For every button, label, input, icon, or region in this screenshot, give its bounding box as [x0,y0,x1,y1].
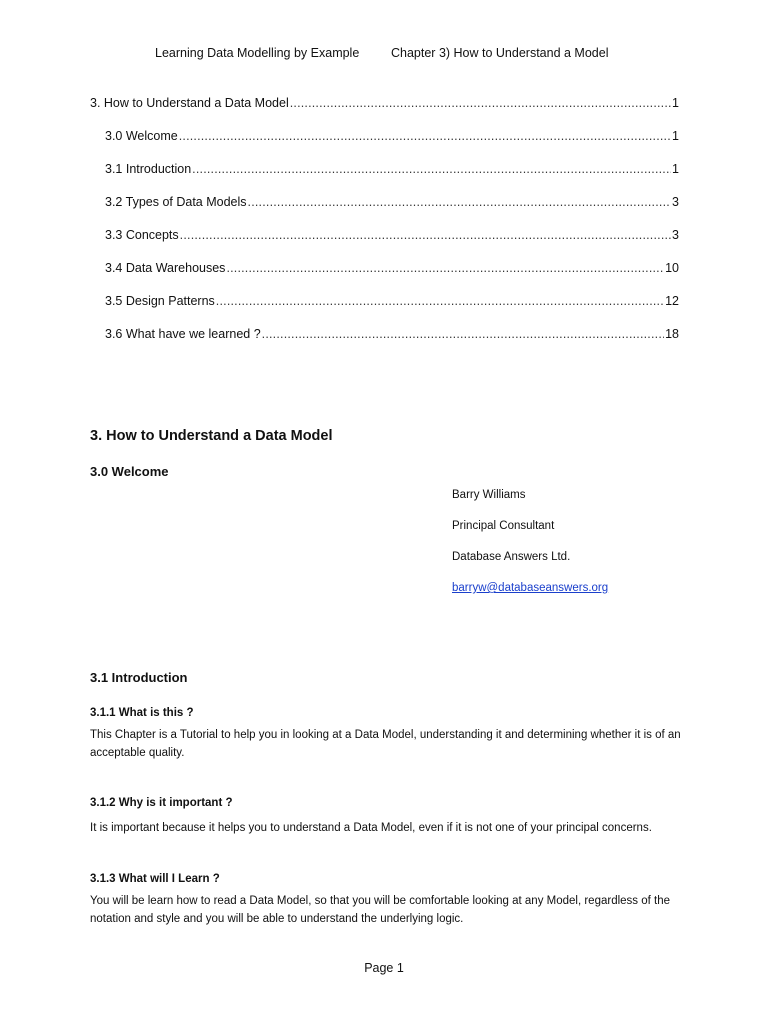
toc-dot-leader [226,259,664,277]
toc-page-number: 1 [672,162,679,176]
toc-page-number: 18 [665,327,679,341]
toc-label: 3.1 Introduction [105,162,192,176]
header-chapter-title: Chapter 3) How to Understand a Model [391,46,609,60]
toc-dot-leader [216,292,664,310]
toc-dot-leader [180,226,671,244]
introduction-heading: 3.1 Introduction [90,670,188,685]
toc-entry-welcome[interactable] [105,127,679,145]
page-number: Page 1 [364,961,404,975]
author-name: Barry Williams [452,489,526,501]
toc-label: 3. How to Understand a Data Model [90,96,289,110]
what-is-this-text: This Chapter is a Tutorial to help you in looking at a Data Model, understanding it and determining whether it is of an acceptable quality. [90,729,681,759]
toc-page-number: 10 [665,261,679,275]
author-email-line [452,582,608,594]
author-email-link[interactable]: barryw@databaseanswers.org [452,582,609,594]
what-will-i-learn-text: You will be learn how to read a Data Model, so that you will be comfortable looking at any Model, regardless of the notation and style and you will be able to understand the underlying logic. [90,895,671,925]
toc-dot-leader [179,127,671,145]
page-footer [0,961,768,975]
toc-entry-warehouses[interactable] [105,259,679,277]
why-important-heading: 3.1.2 Why is it important ? [90,797,233,809]
toc-label: 3.3 Concepts [105,228,179,242]
toc-entry-concepts[interactable] [105,226,679,244]
toc-dot-leader [248,193,672,211]
toc-page-number: 3 [672,228,679,242]
chapter-heading: 3. How to Understand a Data Model [90,428,333,444]
author-company: Database Answers Ltd. [452,551,571,563]
what-is-this-heading: 3.1.1 What is this ? [90,707,194,719]
toc-entry-chapter[interactable] [90,94,679,112]
toc-label: 3.0 Welcome [105,129,178,143]
toc-page-number: 1 [672,129,679,143]
toc-entry-learned[interactable] [105,325,679,343]
page-header [0,46,768,66]
toc-label: 3.5 Design Patterns [105,294,215,308]
toc-page-number: 1 [672,96,679,110]
toc-label: 3.4 Data Warehouses [105,261,226,275]
toc-label: 3.6 What have we learned ? [105,327,261,341]
toc-page-number: 3 [672,195,679,209]
toc-entry-types[interactable] [105,193,679,211]
toc-dot-leader [192,160,671,178]
toc-dot-leader [262,325,664,343]
toc-page-number: 12 [665,294,679,308]
toc-dot-leader [290,94,671,112]
toc-label: 3.2 Types of Data Models [105,195,247,209]
author-role: Principal Consultant [452,520,555,532]
why-important-text: It is important because it helps you to understand a Data Model, even if it is not one of your principal concerns. [90,822,652,834]
welcome-heading: 3.0 Welcome [90,464,169,479]
header-book-title: Learning Data Modelling by Example [155,46,360,60]
toc-entry-patterns[interactable] [105,292,679,310]
toc-entry-introduction[interactable] [105,160,679,178]
what-will-i-learn-heading: 3.1.3 What will I Learn ? [90,873,220,885]
